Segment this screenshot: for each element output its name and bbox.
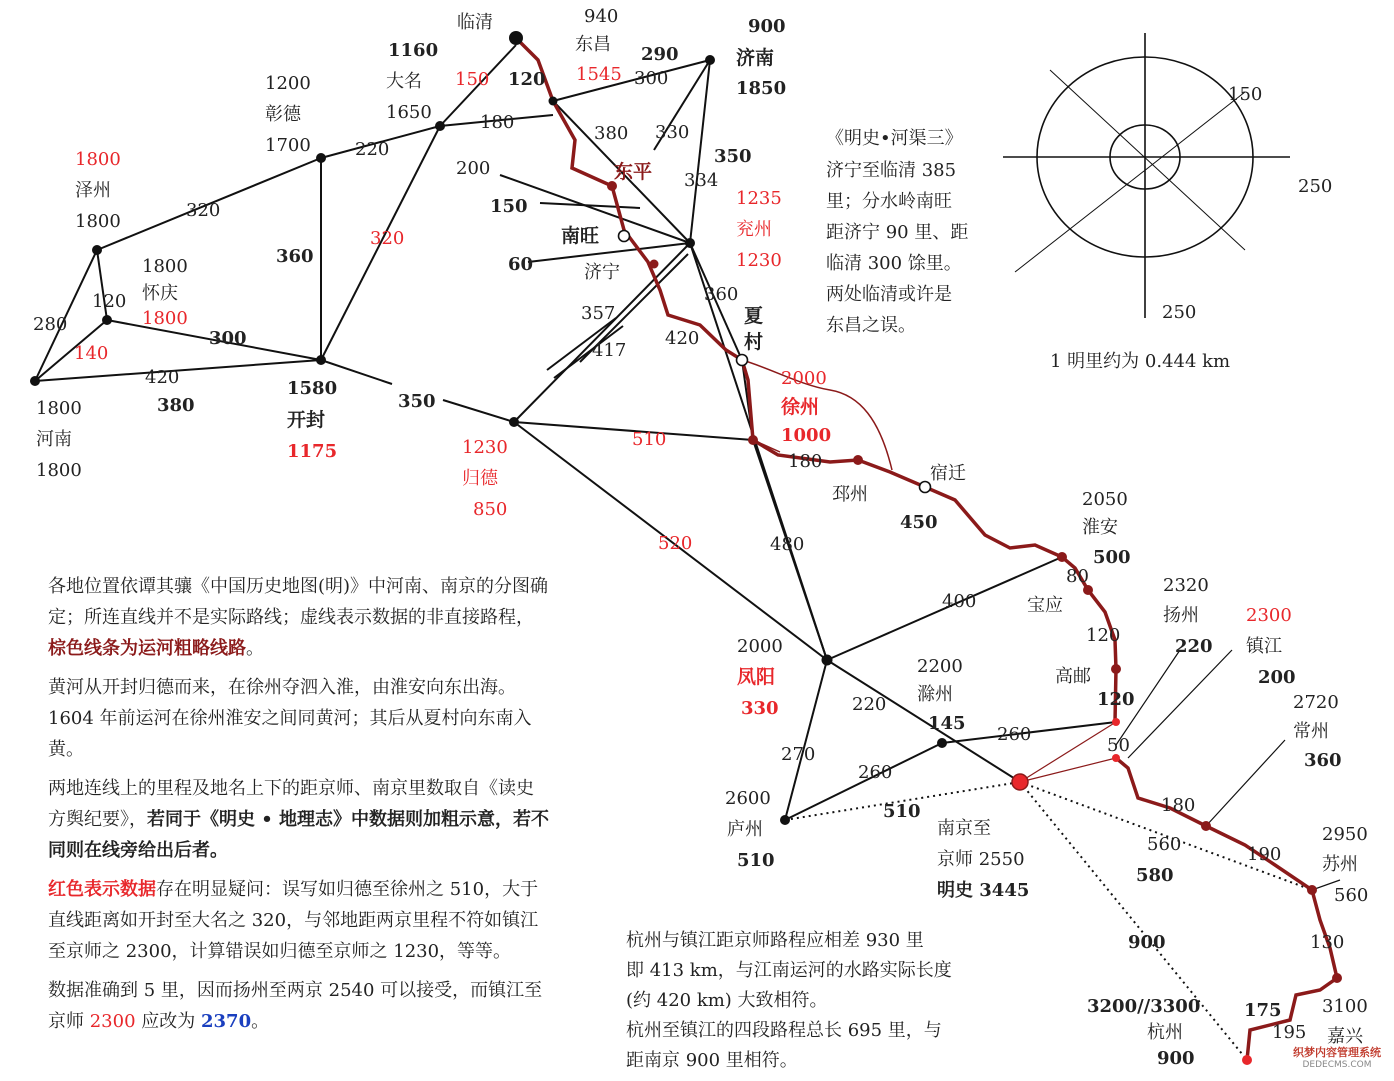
node-chuzhou bbox=[937, 738, 947, 748]
label-2720: 2720 bbox=[1293, 692, 1339, 713]
label-1800-hn2: 1800 bbox=[36, 460, 82, 481]
label-nanjing-2: 京师 2550 bbox=[937, 849, 1025, 870]
label-2200: 2200 bbox=[917, 656, 963, 677]
label-zezhou: 泽州 bbox=[75, 180, 111, 201]
node-suqian bbox=[920, 482, 931, 493]
note-paragraph bbox=[48, 773, 550, 866]
watermark-line: DEDECMS.COM bbox=[1302, 1060, 1372, 1070]
label-yanzhou: 兖州 bbox=[736, 219, 772, 240]
label-1200: 1200 bbox=[265, 73, 311, 94]
note-paragraph bbox=[48, 874, 550, 967]
label-3200: 3200//3300 bbox=[1087, 996, 1201, 1017]
label-360-yz: 360 bbox=[704, 284, 739, 305]
note-text: 数据准确到 5 里，因而扬州至两京 2540 可以接受，而镇江至京师 bbox=[48, 980, 543, 1032]
node-dongchang bbox=[549, 97, 558, 106]
note-highlight: 若同于《明史 • 地理志》中数据则加粗示意，若不同则在线旁给出后者。 bbox=[48, 809, 550, 861]
label-380: 380 bbox=[594, 123, 629, 144]
node-henan bbox=[30, 376, 40, 386]
label-900-hz: 900 bbox=[1157, 1048, 1195, 1069]
label-xiacun-2: 村 bbox=[744, 331, 764, 353]
label-500: 500 bbox=[1093, 547, 1131, 568]
label-1800-hq-red: 1800 bbox=[142, 308, 188, 329]
node-nanwang bbox=[619, 231, 630, 242]
label-1850: 1850 bbox=[736, 78, 787, 99]
label-dongchang: 东昌 bbox=[575, 34, 611, 55]
hangzhou-note-line: (约 420 km) 大致相符。 bbox=[626, 990, 828, 1011]
watermark bbox=[1282, 1046, 1392, 1072]
label-130: 130 bbox=[1310, 932, 1345, 953]
compass bbox=[1003, 33, 1290, 318]
label-dongping: 东平 bbox=[614, 161, 653, 183]
label-50: 50 bbox=[1107, 735, 1130, 756]
label-baoying: 宝应 bbox=[1027, 595, 1063, 616]
label-280: 280 bbox=[33, 314, 68, 335]
canal-branch bbox=[1020, 758, 1116, 782]
label-357: 357 bbox=[581, 303, 616, 324]
label-195: 195 bbox=[1272, 1022, 1307, 1043]
route-line bbox=[1206, 740, 1285, 826]
note-text: 各地位置依谭其骧《中国历史地图(明)》中河南、南京的分图确定；所连直线并不是实际路线；虚线表示数据的非直接路程， bbox=[48, 576, 549, 628]
label-120-gy: 120 bbox=[1097, 689, 1135, 710]
label-2050: 2050 bbox=[1082, 489, 1128, 510]
label-320-red: 320 bbox=[370, 228, 405, 249]
label-220-yz: 220 bbox=[1175, 636, 1213, 657]
label-140-red: 140 bbox=[74, 343, 109, 364]
label-jiaxing: 嘉兴 bbox=[1327, 1026, 1363, 1047]
label-180-yz: 180 bbox=[1161, 795, 1196, 816]
label-510-red: 510 bbox=[632, 429, 667, 450]
hangzhou-note-line: 距南京 900 里相符。 bbox=[626, 1050, 798, 1071]
label-80: 80 bbox=[1066, 566, 1089, 587]
node-xiacun bbox=[737, 355, 748, 366]
hangzhou-note-line: 即 413 km，与江南运河的水路实际长度 bbox=[626, 960, 952, 981]
legend-notes bbox=[48, 571, 550, 1045]
label-180-pz: 180 bbox=[788, 451, 823, 472]
label-480: 480 bbox=[770, 534, 805, 555]
note-paragraph bbox=[48, 975, 550, 1037]
ming-history-line: 济宁至临清 385 bbox=[826, 160, 957, 181]
label-1650: 1650 bbox=[386, 102, 432, 123]
label-1800-zz: 1800 bbox=[75, 211, 121, 232]
node-nanjing bbox=[1012, 774, 1028, 790]
note-paragraph bbox=[48, 571, 550, 664]
note-text: 黄河从开封归德而来，在徐州夺泗入淮，由淮安向东出海。1604 年前运河在徐州淮安之间同黄河；其后从夏村向东南入黄。 bbox=[48, 677, 532, 760]
hangzhou-note-line: 杭州至镇江的四段路程总长 695 里，与 bbox=[626, 1020, 942, 1041]
node-huaian bbox=[1057, 552, 1067, 562]
ming-history-line: 两处临清或许是 bbox=[826, 284, 952, 305]
node-kaifeng bbox=[316, 355, 326, 365]
hangzhou-note-line: 杭州与镇江距京师路程应相差 930 里 bbox=[626, 930, 924, 951]
label-xiacun-1: 夏 bbox=[744, 305, 764, 327]
label-jining: 济宁 bbox=[584, 262, 620, 283]
label-changzhou: 常州 bbox=[1293, 721, 1329, 742]
node-suzhou bbox=[1307, 885, 1317, 895]
label-pizhou: 邳州 bbox=[832, 484, 868, 505]
scale-note: 1 明里约为 0.444 km bbox=[1050, 351, 1231, 372]
node-daming bbox=[435, 121, 445, 131]
label-120-hq: 120 bbox=[92, 291, 127, 312]
label-1235: 1235 bbox=[736, 188, 782, 209]
label-daming: 大名 bbox=[386, 71, 422, 92]
label-2320: 2320 bbox=[1163, 575, 1209, 596]
label-guide: 归德 bbox=[462, 468, 498, 489]
label-nanjing-1: 南京至 bbox=[937, 818, 991, 839]
node-xuzhou bbox=[748, 435, 758, 445]
node-gaoyou bbox=[1111, 664, 1121, 674]
label-1800-zz-red: 1800 bbox=[75, 149, 121, 170]
label-300: 300 bbox=[634, 68, 669, 89]
note-text: 。 bbox=[246, 638, 264, 659]
node-pizhou bbox=[853, 455, 863, 465]
compass-diagonal bbox=[1015, 92, 1245, 272]
label-290: 290 bbox=[641, 44, 679, 65]
node-fengyang bbox=[822, 655, 833, 666]
node-jinan bbox=[705, 55, 715, 65]
node-zezhou bbox=[92, 245, 102, 255]
node-guide bbox=[509, 417, 519, 427]
note-text: 。 bbox=[251, 1011, 270, 1032]
note-text: 应改为 bbox=[135, 1011, 201, 1032]
label-luzhou: 庐州 bbox=[727, 819, 763, 840]
label-3100: 3100 bbox=[1322, 996, 1368, 1017]
route-line bbox=[528, 243, 690, 262]
label-1800-hn: 1800 bbox=[36, 398, 82, 419]
label-chuzhou: 滁州 bbox=[917, 684, 953, 705]
label-nanjing-3: 明史 3445 bbox=[937, 880, 1030, 901]
label-850: 850 bbox=[473, 499, 508, 520]
ming-history-line: 距济宁 90 里、距 bbox=[826, 222, 969, 243]
label-260-a: 260 bbox=[997, 724, 1032, 745]
label-2000-fy: 2000 bbox=[737, 636, 783, 657]
label-900-jinan: 900 bbox=[748, 16, 786, 37]
label-60: 60 bbox=[508, 254, 534, 275]
label-2000-xz: 2000 bbox=[781, 368, 827, 389]
node-yanzhou bbox=[685, 238, 695, 248]
label-350: 350 bbox=[714, 146, 752, 167]
node-zhangde bbox=[316, 153, 326, 163]
label-1000: 1000 bbox=[781, 425, 832, 446]
compass-label-150: 150 bbox=[1228, 84, 1263, 105]
label-450: 450 bbox=[900, 512, 938, 533]
label-1580: 1580 bbox=[287, 378, 338, 399]
label-145: 145 bbox=[928, 713, 966, 734]
label-xuzhou: 徐州 bbox=[781, 396, 820, 418]
ming-history-line: 里；分水岭南旺 bbox=[826, 191, 952, 212]
label-320: 320 bbox=[186, 200, 221, 221]
label-180: 180 bbox=[480, 112, 515, 133]
label-1230-gd: 1230 bbox=[462, 437, 508, 458]
label-fengyang: 凤阳 bbox=[737, 666, 776, 688]
compass-label-250-bottom: 250 bbox=[1162, 302, 1197, 323]
label-1700: 1700 bbox=[265, 135, 311, 156]
label-1175: 1175 bbox=[287, 441, 338, 462]
label-hangzhou: 杭州 bbox=[1147, 1022, 1183, 1043]
label-huaiqing: 怀庆 bbox=[142, 283, 178, 304]
label-zhenjiang: 镇江 bbox=[1246, 636, 1282, 657]
note-highlight: 红色表示数据 bbox=[48, 879, 156, 900]
label-1800-hq: 1800 bbox=[142, 256, 188, 277]
label-120: 120 bbox=[508, 69, 546, 90]
label-jinan: 济南 bbox=[736, 47, 775, 69]
label-150-red: 150 bbox=[455, 69, 490, 90]
label-510-lz: 510 bbox=[737, 850, 775, 871]
ming-history-title: 《明史•河渠三》 bbox=[826, 128, 963, 149]
label-175: 175 bbox=[1244, 1000, 1282, 1021]
label-2950: 2950 bbox=[1322, 824, 1368, 845]
node-jining bbox=[650, 260, 659, 269]
label-360-cz: 360 bbox=[1304, 750, 1342, 771]
route-line bbox=[827, 660, 1020, 782]
label-330-fy: 330 bbox=[741, 698, 779, 719]
label-510-b: 510 bbox=[883, 801, 921, 822]
label-334: 334 bbox=[684, 170, 719, 191]
label-suzhou: 苏州 bbox=[1322, 854, 1358, 875]
label-270: 270 bbox=[781, 744, 816, 765]
note-highlight: 2370 bbox=[201, 1011, 252, 1032]
watermark-line: 织梦内容管理系统 bbox=[1293, 1046, 1381, 1059]
label-kaifeng: 开封 bbox=[287, 409, 326, 431]
label-350-kf: 350 bbox=[398, 391, 436, 412]
label-420: 420 bbox=[665, 328, 700, 349]
note-highlight: 棕色线条为运河粗略线路 bbox=[48, 638, 246, 659]
label-2600: 2600 bbox=[725, 788, 771, 809]
hangzhou-note bbox=[626, 926, 1046, 1076]
route-line bbox=[443, 400, 514, 422]
note-text: 存在明显疑问：误写如归德至徐州之 510，大于直线距离如开封至大名之 320，与邻地距两京里程不符如镇江至京师之 2300，计算错误如归德至京师之 1230，等等。 bbox=[48, 879, 539, 962]
ming-history-line: 东昌之误。 bbox=[826, 315, 916, 336]
label-560-a: 560 bbox=[1147, 834, 1182, 855]
label-150: 150 bbox=[490, 196, 528, 217]
label-420-hn: 420 bbox=[145, 367, 180, 388]
label-190: 190 bbox=[1247, 844, 1282, 865]
label-300-hq: 300 bbox=[209, 328, 247, 349]
node-huaiqing bbox=[102, 315, 112, 325]
label-260-b: 260 bbox=[858, 762, 893, 783]
note-text: 两地连线上的里程及地名上下的距京师、南京里数取自《读史方舆纪要》， bbox=[48, 778, 534, 830]
label-220-fy: 220 bbox=[852, 694, 887, 715]
label-200-zj: 200 bbox=[1258, 667, 1296, 688]
label-zhangde: 彰德 bbox=[265, 104, 301, 125]
compass-diagonal bbox=[1050, 70, 1245, 250]
label-1160: 1160 bbox=[388, 40, 439, 61]
ming-history-line: 临清 300 馀里。 bbox=[826, 253, 962, 274]
label-huaian: 淮安 bbox=[1082, 517, 1118, 538]
label-417: 417 bbox=[592, 340, 627, 361]
label-linqing: 临清 bbox=[457, 12, 493, 33]
label-400: 400 bbox=[942, 591, 977, 612]
label-940: 940 bbox=[584, 6, 619, 27]
note-paragraph bbox=[48, 672, 550, 765]
label-380-hn: 380 bbox=[157, 395, 195, 416]
node-luzhou bbox=[780, 815, 790, 825]
label-200: 200 bbox=[456, 158, 491, 179]
compass-label-250-right: 250 bbox=[1298, 176, 1333, 197]
label-2300: 2300 bbox=[1246, 605, 1292, 626]
label-nanwang: 南旺 bbox=[561, 225, 600, 247]
route-line bbox=[785, 660, 827, 820]
label-yangzhou: 扬州 bbox=[1163, 605, 1199, 626]
label-gaoyou: 高邮 bbox=[1055, 666, 1091, 687]
node-changzhou bbox=[1201, 821, 1211, 831]
label-1545: 1545 bbox=[576, 64, 622, 85]
label-900: 900 bbox=[1128, 932, 1166, 953]
node-jiaxing bbox=[1332, 973, 1342, 983]
label-220: 220 bbox=[355, 139, 390, 160]
label-330: 330 bbox=[655, 122, 690, 143]
label-580: 580 bbox=[1136, 865, 1174, 886]
label-520-red: 520 bbox=[658, 533, 693, 554]
node-yangzhou-a bbox=[1112, 718, 1120, 726]
label-1230-yz: 1230 bbox=[736, 250, 782, 271]
label-120-by: 120 bbox=[1086, 625, 1121, 646]
node-hangzhou bbox=[1242, 1055, 1252, 1065]
label-henan: 河南 bbox=[36, 429, 72, 450]
label-suqian: 宿迁 bbox=[930, 463, 966, 484]
node-linqing bbox=[509, 31, 523, 45]
label-360: 360 bbox=[276, 246, 314, 267]
label-560-sz: 560 bbox=[1334, 885, 1369, 906]
note-highlight: 2300 bbox=[89, 1011, 136, 1032]
